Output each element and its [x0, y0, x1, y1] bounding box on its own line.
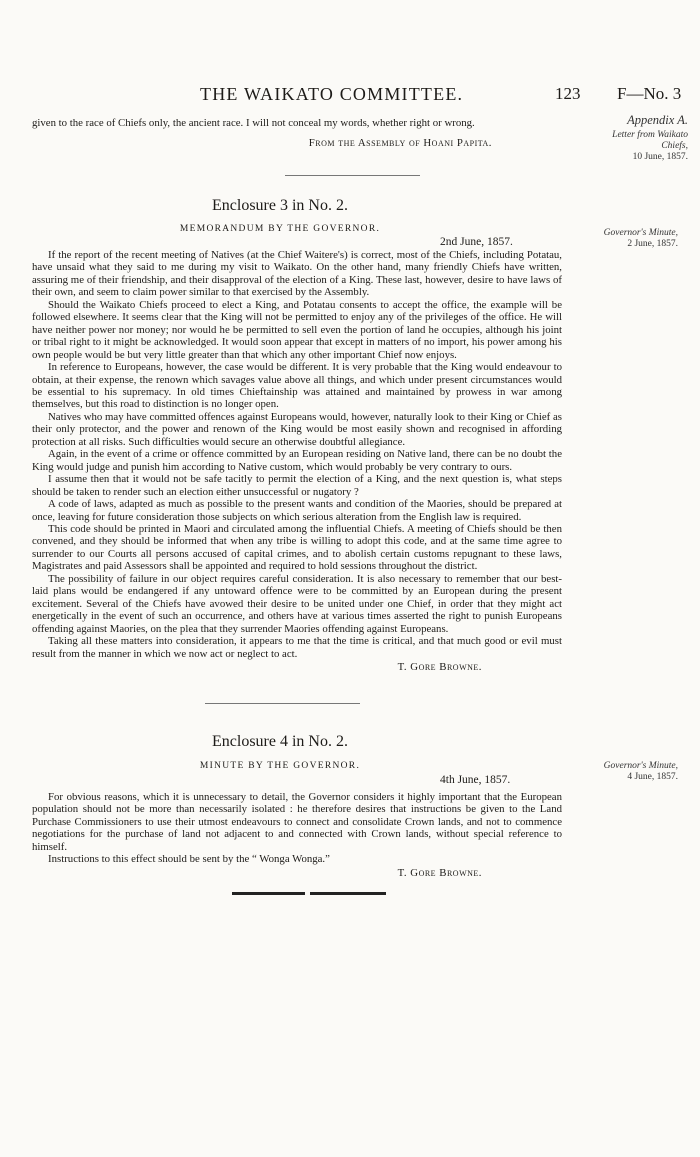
enclosure-3-title: Enclosure 3 in No. 2. — [212, 197, 348, 214]
margin-note-line: 4 June, 1857. — [627, 772, 678, 782]
enclosure-4-title: Enclosure 4 in No. 2. — [212, 733, 348, 750]
paragraph: In reference to Europeans, however, the case would be different. It is very probable that the King would endeavour to obtain, at their expense, the renown which savages value above all things, and which under present circumstances would be essential to his supremacy. In old times Chieftainship was attained and maintained by prowess in war among themselves, but this road to distinction is no longer open. — [32, 361, 562, 411]
page-number: 123 — [555, 84, 581, 103]
enclosure-3-body — [32, 249, 562, 673]
paragraph: A code of laws, adapted as much as possible to the present wants and condition of the Maories, should be prepared at once, leaving for future consideration those subjects on which serious alteration from the English law is required. — [32, 498, 562, 523]
running-header — [0, 84, 700, 108]
paragraph: I assume then that it would not be safe tacitly to permit the election of a King, and the next question is, what steps should be taken to render such an election either unsuccessful or nugatory ? — [32, 473, 562, 498]
margin-note-line: Governor's Minute, — [603, 228, 678, 238]
enclosure-3-signature: T. Gore Browne. — [397, 660, 482, 673]
enclosure-4-heading: MINUTE BY THE GOVERNOR. — [199, 761, 361, 771]
intro-from-line: From the Assembly of Hoani Papita. — [308, 137, 492, 150]
margin-note-line: 2 June, 1857. — [627, 239, 678, 249]
appendix-label: Appendix A. — [627, 113, 688, 127]
paragraph: Natives who may have committed offences against Europeans would, however, naturally look to their King or Chief as their only protector, and the power and renown of the King would be most easily shown and recognised in affording protection at all risks. Such difficulties would secure an otherwise doubtful allegiance. — [32, 410, 562, 448]
end-rule-right — [310, 892, 386, 895]
intro-paragraph: given to the race of Chiefs only, the ancient race. I will not conceal my words, whether right or wrong. — [32, 117, 475, 129]
margin-note-line: Chiefs, — [661, 141, 688, 151]
margin-note-minute-1 — [560, 228, 678, 250]
end-rule-left — [232, 892, 305, 895]
divider — [285, 175, 420, 176]
enclosure-3-date: 2nd June, 1857. — [440, 236, 513, 248]
paragraph: For obvious reasons, which it is unnecessary to detail, the Governor considers it highly important that the European population should not be more than necessarily isolated : he therefore desires that instructions be given to the Land Purchase Commissioners to use their utmost endeavours to connect and consolidate Crown lands, and not to commence negotiations for the purchase of land not adjacent to and connected with Crown lands, without special reference to himself. — [32, 791, 562, 853]
document-reference: F—No. 3 — [617, 84, 682, 103]
paragraph: If the report of the recent meeting of Natives (at the Chief Waitere's) is correct, most of the Chiefs, including Potatau, have unsaid what they said to me during my visit to Waikato. On the other hand, many friendly Chiefs have written, assuring me of their friendship, and their disapproval of the election of a King. These last, however, desire to have laws of their own, and seem to claim power similar to that exercised by the Assembly. — [32, 249, 562, 299]
margin-note-line: 10 June, 1857. — [632, 152, 688, 162]
margin-note-line: Letter from Waikato — [612, 130, 688, 140]
paragraph: The possibility of failure in our object requires careful consideration. It is also necessary to remember that our best-laid plans would be endangered if any untoward offence were to be committed by an European during the present excitement. Several of the Chiefs have avowed their desire to be united under one Chief, in order that they might act energetically in the event of such an occurrence, and others have at various times asserted the right to punish Europeans offending against Maories, on the plea that they surrender Maories offending against Europeans. — [32, 572, 562, 635]
intro-block — [32, 117, 562, 150]
paragraph: Instructions to this effect should be sent by the “ Wonga Wonga.” — [48, 853, 330, 866]
paragraph: Taking all these matters into consideration, it appears to me that the time is critical, and that much good or evil must result from the manner in which we now act or neglect to act. — [32, 635, 562, 660]
paragraph: Again, in the event of a crime or offence committed by an European residing on Native land, there can be no doubt the King would judge and punish him according to Native custom, which would probably be very contrary to ours. — [32, 448, 562, 473]
paragraph: Should the Waikato Chiefs proceed to elect a King, and Potatau consents to accept the office, the example will be followed elsewhere. It seems clear that the King will not be permitted to enjoy any of the privileges of the office. He will have neither power nor money; nor would he be permitted to sell even the portion of land he occupies, although his joint or tribal right to it might be acknowledged. It would soon appear that except in matters of no import, his power among his own people would be but very little greater than that which any other important Chief now enjoys. — [32, 298, 562, 361]
paragraph: This code should be printed in Maori and circulated among the influential Chiefs. A meeting of Chiefs should be then convened, and they should be informed that when any tribe is willing to adopt this code, and at the same time agree to surrender to our Courts all persons accused of capital crimes, and to abolish certain customs repugnant to these laws, Magistrates and paid Assessors shall be appointed and required to hold sessions throughout the district. — [32, 522, 562, 573]
margin-note-line: Governor's Minute, — [603, 761, 678, 771]
enclosure-4-signature: T. Gore Browne. — [397, 866, 482, 879]
enclosure-3-heading: MEMORANDUM BY THE GOVERNOR. — [179, 224, 381, 234]
enclosure-4-date: 4th June, 1857. — [440, 774, 511, 786]
margin-note-appendix — [570, 113, 688, 163]
divider — [205, 703, 360, 704]
page-title: THE WAIKATO COMMITTEE. — [200, 84, 464, 104]
enclosure-4-body — [32, 791, 562, 879]
margin-note-minute-2 — [560, 761, 678, 783]
